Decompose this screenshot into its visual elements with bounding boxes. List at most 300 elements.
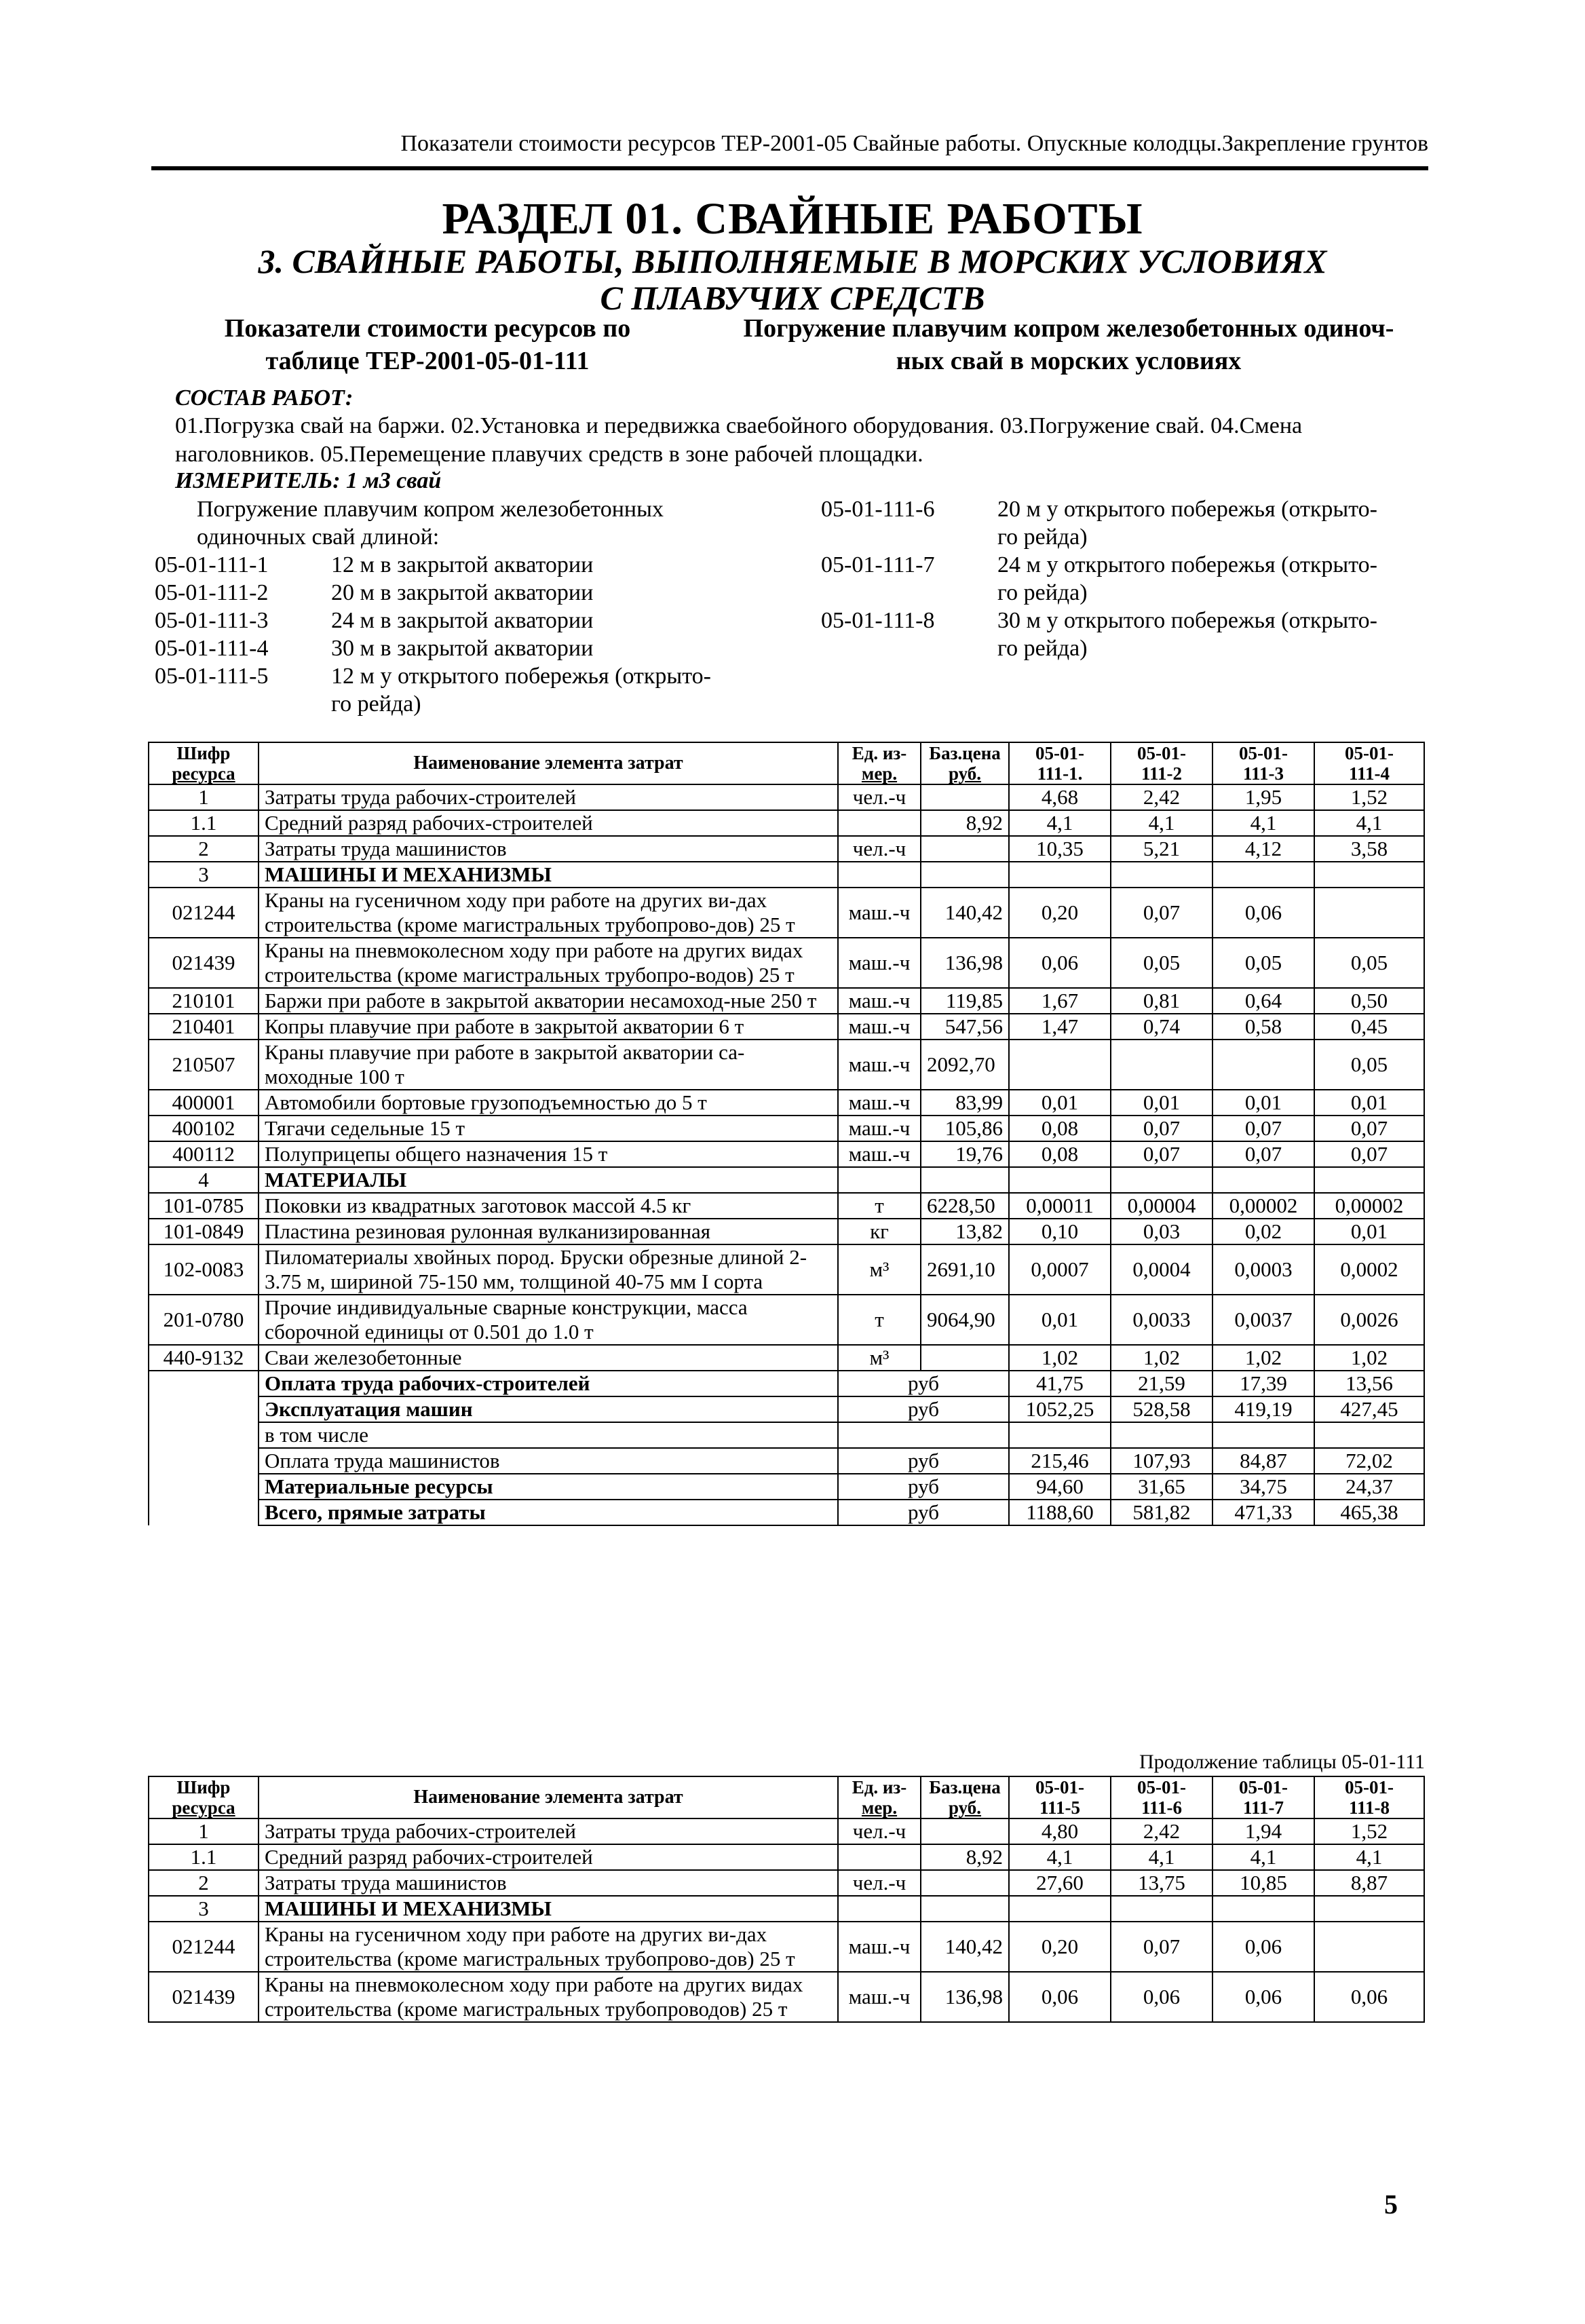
- table-row: [149, 1040, 1424, 1090]
- cell-col3: 0,58: [1212, 1014, 1314, 1040]
- cell-col3: 0,06: [1212, 888, 1314, 938]
- cell-col1: [1009, 862, 1111, 888]
- cell-col2: 0,01: [1111, 1090, 1212, 1116]
- summary-row: [149, 1422, 1424, 1448]
- cell-col3: [1212, 1167, 1314, 1193]
- cell-col2: 21,59: [1111, 1371, 1212, 1396]
- table-row: [149, 862, 1424, 888]
- cell-name: Средний разряд рабочих-строителей: [259, 810, 838, 836]
- table-row: [149, 1090, 1424, 1116]
- item-code: 05-01-111-3: [155, 608, 269, 633]
- cell-price: 105,86: [921, 1116, 1009, 1141]
- summary-row: [149, 1396, 1424, 1422]
- item-desc-cont: го рейда): [997, 525, 1088, 550]
- cell-unit: м³: [838, 1345, 921, 1371]
- cell-unit: [838, 1167, 921, 1193]
- cell-unit: [838, 1844, 921, 1870]
- table-header-row: [149, 1776, 1424, 1818]
- cell-col1: 1,67: [1009, 988, 1111, 1014]
- cell-name: Всего, прямые затраты: [259, 1500, 838, 1525]
- cell-name: Краны на гусеничном ходу при работе на других ви-дах строительства (кроме магистральных трубопрово-дов) 25 т: [259, 1922, 838, 1972]
- subsection-title-line1: 3. СВАЙНЫЕ РАБОТЫ, ВЫПОЛНЯЕМЫЕ В МОРСКИХ УСЛОВИЯХ: [258, 242, 1327, 280]
- table-row: [149, 1345, 1424, 1371]
- cell-name: Полуприцепы общего назначения 15 т: [259, 1141, 838, 1167]
- cell-col4: [1314, 1167, 1424, 1193]
- cell-col1: 4,1: [1009, 810, 1111, 836]
- cell-unit: руб: [838, 1500, 1009, 1525]
- cell-col1: 0,06: [1009, 1972, 1111, 2022]
- table-row: [149, 1844, 1424, 1870]
- cell-col4: 0,06: [1314, 1972, 1424, 2022]
- cell-col1: 0,20: [1009, 888, 1111, 938]
- cell-col2: 0,06: [1111, 1972, 1212, 2022]
- cell-code: 3: [149, 862, 259, 888]
- cell-col2: 1,02: [1111, 1345, 1212, 1371]
- header-price: Баз.цена руб.: [921, 742, 1009, 784]
- cell-col2: 5,21: [1111, 836, 1212, 862]
- cell-col1: 4,68: [1009, 784, 1111, 810]
- cell-code: 021244: [149, 1922, 259, 1972]
- item-code: 05-01-111-1: [155, 552, 269, 577]
- cell-col2: 0,07: [1111, 1141, 1212, 1167]
- cell-col1: 1188,60: [1009, 1500, 1111, 1525]
- work-composition-line2: наголовников. 05.Перемещение плавучих средств в зоне рабочей площадки.: [175, 442, 923, 467]
- cell-col4: 0,00002: [1314, 1193, 1424, 1219]
- cell-unit: т: [838, 1295, 921, 1345]
- cell-col4: [1314, 1922, 1424, 1972]
- item-desc: 12 м у открытого побережья (открыто-: [331, 664, 711, 689]
- cell-name: Прочие индивидуальные сварные конструкции, масса сборочной единицы от 0.501 до 1.0 т: [259, 1295, 838, 1345]
- cell-name: Поковки из квадратных заготовок массой 4.5 кг: [259, 1193, 838, 1219]
- cell-name: МАТЕРИАЛЫ: [259, 1167, 838, 1193]
- summary-row: [149, 1474, 1424, 1500]
- table-row: [149, 1244, 1424, 1295]
- cell-name: Краны плавучие при работе в закрытой акватории са-моходные 100 т: [259, 1040, 838, 1090]
- cell-price: 8,92: [921, 810, 1009, 836]
- cell-col3: 10,85: [1212, 1870, 1314, 1896]
- cell-col3: 4,12: [1212, 836, 1314, 862]
- cell-code: 3: [149, 1896, 259, 1922]
- cell-code: 201-0780: [149, 1295, 259, 1345]
- index-reference-line1: Показатели стоимости ресурсов по: [224, 314, 631, 343]
- cell-col3: 4,1: [1212, 1844, 1314, 1870]
- cell-col2: 528,58: [1111, 1396, 1212, 1422]
- cell-price: [921, 1345, 1009, 1371]
- cell-col4: 0,01: [1314, 1219, 1424, 1244]
- index-description: [702, 312, 1435, 377]
- summary-row: [149, 1500, 1424, 1525]
- cell-col3: 0,64: [1212, 988, 1314, 1014]
- header-unit: Ед. из- мер.: [838, 1776, 921, 1818]
- item-code: 05-01-111-6: [821, 497, 935, 522]
- cell-code: 101-0849: [149, 1219, 259, 1244]
- cell-unit: маш.-ч: [838, 1040, 921, 1090]
- cell-code: 210401: [149, 1014, 259, 1040]
- cell-col2: [1111, 1422, 1212, 1448]
- cell-col3: [1212, 1040, 1314, 1090]
- cell-col1: 0,0007: [1009, 1244, 1111, 1295]
- cell-name: Сваи железобетонные: [259, 1345, 838, 1371]
- index-reference: [197, 312, 658, 377]
- cell-code: 1.1: [149, 810, 259, 836]
- cell-col2: 4,1: [1111, 810, 1212, 836]
- header-col2: 05-01- 111-6: [1111, 1776, 1212, 1818]
- cell-unit: руб: [838, 1448, 1009, 1474]
- cell-col4: [1314, 888, 1424, 938]
- cell-col4: 72,02: [1314, 1448, 1424, 1474]
- item-code: 05-01-111-4: [155, 636, 269, 661]
- cell-col3: [1212, 1896, 1314, 1922]
- table-row: [149, 1116, 1424, 1141]
- table-row: [149, 1295, 1424, 1345]
- cell-col4: [1314, 1422, 1424, 1448]
- cell-unit: [838, 1422, 1009, 1448]
- cell-name: Краны на пневмоколесном ходу при работе на других видах строительства (кроме магистральных трубопро-водов) 25 т: [259, 938, 838, 988]
- cell-name: МАШИНЫ И МЕХАНИЗМЫ: [259, 1896, 838, 1922]
- cell-col1: 41,75: [1009, 1371, 1111, 1396]
- cell-col1: [1009, 1422, 1111, 1448]
- cell-unit: руб: [838, 1371, 1009, 1396]
- cell-col1: 0,08: [1009, 1116, 1111, 1141]
- cell-blank: [149, 1396, 259, 1422]
- section-title: РАЗДЕЛ 01. СВАЙНЫЕ РАБОТЫ: [442, 194, 1143, 244]
- cell-price: 2092,70: [921, 1040, 1009, 1090]
- cell-col3: 1,95: [1212, 784, 1314, 810]
- cell-col2: [1111, 1167, 1212, 1193]
- item-code: 05-01-111-8: [821, 608, 935, 633]
- cell-code: 210101: [149, 988, 259, 1014]
- item-desc: 30 м в закрытой акватории: [331, 636, 594, 661]
- cell-col3: 419,19: [1212, 1396, 1314, 1422]
- item-desc: 20 м в закрытой акватории: [331, 580, 594, 605]
- cell-col2: 0,81: [1111, 988, 1212, 1014]
- measurement-unit: ИЗМЕРИТЕЛЬ: 1 м3 свай: [175, 468, 442, 493]
- header-col4: 05-01- 111-4: [1314, 742, 1424, 784]
- cell-name: Затраты труда машинистов: [259, 836, 838, 862]
- cell-col2: [1111, 1040, 1212, 1090]
- cell-price: 119,85: [921, 988, 1009, 1014]
- cell-price: 547,56: [921, 1014, 1009, 1040]
- cell-unit: руб: [838, 1396, 1009, 1422]
- cell-name: в том числе: [259, 1422, 838, 1448]
- cell-unit: [838, 1896, 921, 1922]
- cell-col1: 1,47: [1009, 1014, 1111, 1040]
- cell-blank: [149, 1448, 259, 1474]
- cell-col2: 0,03: [1111, 1219, 1212, 1244]
- cell-col3: 84,87: [1212, 1448, 1314, 1474]
- cell-col2: 4,1: [1111, 1844, 1212, 1870]
- cell-name: Оплата труда рабочих-строителей: [259, 1371, 838, 1396]
- cell-col3: 0,05: [1212, 938, 1314, 988]
- cell-code: 101-0785: [149, 1193, 259, 1219]
- cell-col1: 4,1: [1009, 1844, 1111, 1870]
- continuation-label: Продолжение таблицы 05-01-111: [1139, 1751, 1425, 1773]
- table-row: [149, 1818, 1424, 1844]
- index-description-line2: ных свай в морских условиях: [896, 347, 1242, 375]
- item-desc-cont: го рейда): [997, 580, 1088, 605]
- cell-unit: маш.-ч: [838, 1141, 921, 1167]
- cell-name: Затраты труда рабочих-строителей: [259, 1818, 838, 1844]
- cell-col4: 0,0002: [1314, 1244, 1424, 1295]
- intro-line1: Погружение плавучим копром железобетонных: [197, 497, 664, 522]
- cell-unit: маш.-ч: [838, 1116, 921, 1141]
- cell-col2: [1111, 1896, 1212, 1922]
- cell-col2: 0,0004: [1111, 1244, 1212, 1295]
- header-unit: Ед. из- мер.: [838, 742, 921, 784]
- cell-col2: 0,07: [1111, 1116, 1212, 1141]
- cell-col1: 0,00011: [1009, 1193, 1111, 1219]
- cell-blank: [149, 1474, 259, 1500]
- table-row: [149, 888, 1424, 938]
- cell-name: Оплата труда машинистов: [259, 1448, 838, 1474]
- cell-col3: 0,00002: [1212, 1193, 1314, 1219]
- cell-name: Средний разряд рабочих-строителей: [259, 1844, 838, 1870]
- cell-unit: м³: [838, 1244, 921, 1295]
- cell-col4: 1,02: [1314, 1345, 1424, 1371]
- cell-code: 440-9132: [149, 1345, 259, 1371]
- cell-col3: 0,01: [1212, 1090, 1314, 1116]
- cell-col3: 1,02: [1212, 1345, 1314, 1371]
- cell-name: Копры плавучие при работе в закрытой акватории 6 т: [259, 1014, 838, 1040]
- cell-price: 8,92: [921, 1844, 1009, 1870]
- cell-unit: маш.-ч: [838, 1972, 921, 2022]
- cell-blank: [149, 1500, 259, 1525]
- cell-name: Баржи при работе в закрытой акватории несамоход-ные 250 т: [259, 988, 838, 1014]
- cell-unit: кг: [838, 1219, 921, 1244]
- header-code: Шифр ресурса: [149, 742, 259, 784]
- cell-name: Материальные ресурсы: [259, 1474, 838, 1500]
- cell-col2: 0,74: [1111, 1014, 1212, 1040]
- cell-price: [921, 836, 1009, 862]
- cell-col1: 1,02: [1009, 1345, 1111, 1371]
- cell-name: Краны на гусеничном ходу при работе на других ви-дах строительства (кроме магистральных трубопрово-дов) 25 т: [259, 888, 838, 938]
- table-row: [149, 1014, 1424, 1040]
- cell-unit: т: [838, 1193, 921, 1219]
- cell-price: [921, 1896, 1009, 1922]
- cell-blank: [149, 1371, 259, 1396]
- cell-unit: чел.-ч: [838, 784, 921, 810]
- cell-col3: 0,0037: [1212, 1295, 1314, 1345]
- table1-summary: [149, 1371, 1424, 1525]
- cell-col2: 0,00004: [1111, 1193, 1212, 1219]
- cell-col1: 0,08: [1009, 1141, 1111, 1167]
- cell-col4: 3,58: [1314, 836, 1424, 862]
- cell-col1: [1009, 1040, 1111, 1090]
- cell-code: 2: [149, 836, 259, 862]
- header-rule: [151, 166, 1428, 170]
- cell-col2: 0,07: [1111, 1922, 1212, 1972]
- summary-row: [149, 1448, 1424, 1474]
- cell-col4: 1,52: [1314, 1818, 1424, 1844]
- table2-body: [149, 1818, 1424, 2022]
- table-row: [149, 1870, 1424, 1896]
- table-row: [149, 1219, 1424, 1244]
- cell-price: 136,98: [921, 938, 1009, 988]
- cell-col3: 471,33: [1212, 1500, 1314, 1525]
- table-header-row: [149, 742, 1424, 784]
- header-col3: 05-01- 111-7: [1212, 1776, 1314, 1818]
- resource-table-1: [148, 742, 1425, 1526]
- cell-price: 140,42: [921, 888, 1009, 938]
- header-code: Шифр ресурса: [149, 1776, 259, 1818]
- cell-price: 19,76: [921, 1141, 1009, 1167]
- table1-body: [149, 784, 1424, 1371]
- cell-col4: 0,07: [1314, 1141, 1424, 1167]
- cell-col1: 4,80: [1009, 1818, 1111, 1844]
- cell-col1: 0,01: [1009, 1295, 1111, 1345]
- index-description-line1: Погружение плавучим копром железобетонных одиноч-: [743, 314, 1394, 343]
- cell-code: 021439: [149, 938, 259, 988]
- header-name: Наименование элемента затрат: [259, 1776, 838, 1818]
- cell-col3: [1212, 1422, 1314, 1448]
- cell-col3: 0,0003: [1212, 1244, 1314, 1295]
- cell-col1: 215,46: [1009, 1448, 1111, 1474]
- cell-price: [921, 784, 1009, 810]
- cell-name: Эксплуатация машин: [259, 1396, 838, 1422]
- cell-price: 140,42: [921, 1922, 1009, 1972]
- resource-table-2: [148, 1776, 1425, 2023]
- work-composition-text: [175, 412, 1424, 469]
- cell-col3: 0,06: [1212, 1922, 1314, 1972]
- table-row: [149, 1896, 1424, 1922]
- cell-name: Затраты труда машинистов: [259, 1870, 838, 1896]
- cell-col4: 0,07: [1314, 1116, 1424, 1141]
- item-desc-cont: го рейда): [997, 636, 1088, 661]
- item-code: 05-01-111-5: [155, 664, 269, 689]
- cell-unit: маш.-ч: [838, 1014, 921, 1040]
- item-desc: 24 м у открытого побережья (открыто-: [997, 552, 1377, 577]
- cell-name: Автомобили бортовые грузоподъемностью до 5 т: [259, 1090, 838, 1116]
- work-composition-heading: СОСТАВ РАБОТ:: [175, 385, 354, 411]
- cell-col1: 0,10: [1009, 1219, 1111, 1244]
- cell-col4: [1314, 1896, 1424, 1922]
- cell-col4: 4,1: [1314, 1844, 1424, 1870]
- intro-line2: одиночных свай длиной:: [197, 525, 440, 550]
- cell-col3: 34,75: [1212, 1474, 1314, 1500]
- summary-row: [149, 1371, 1424, 1396]
- header-col3: 05-01- 111-3: [1212, 742, 1314, 784]
- cell-col2: 31,65: [1111, 1474, 1212, 1500]
- table-row: [149, 1167, 1424, 1193]
- cell-unit: маш.-ч: [838, 938, 921, 988]
- cell-col4: 0,01: [1314, 1090, 1424, 1116]
- cell-col4: 4,1: [1314, 810, 1424, 836]
- item-desc: 12 м в закрытой акватории: [331, 552, 594, 577]
- cell-name: МАШИНЫ И МЕХАНИЗМЫ: [259, 862, 838, 888]
- cell-code: 021439: [149, 1972, 259, 2022]
- cell-unit: маш.-ч: [838, 988, 921, 1014]
- cell-code: 021244: [149, 888, 259, 938]
- cell-col3: 0,07: [1212, 1141, 1314, 1167]
- cell-col1: 10,35: [1009, 836, 1111, 862]
- running-header: Показатели стоимости ресурсов ТЕР-2001-05 Свайные работы. Опускные колодцы.Закрепление грунтов: [400, 131, 1428, 156]
- cell-code: 400001: [149, 1090, 259, 1116]
- cell-col4: 24,37: [1314, 1474, 1424, 1500]
- cell-code: 1.1: [149, 1844, 259, 1870]
- header-name: Наименование элемента затрат: [259, 742, 838, 784]
- cell-col4: 0,45: [1314, 1014, 1424, 1040]
- page-number: 5: [1384, 2189, 1398, 2220]
- cell-unit: [838, 810, 921, 836]
- cell-col2: [1111, 862, 1212, 888]
- cell-col2: 0,07: [1111, 888, 1212, 938]
- table-row: [149, 810, 1424, 836]
- table-row: [149, 988, 1424, 1014]
- cell-col4: 0,05: [1314, 1040, 1424, 1090]
- item-code: 05-01-111-7: [821, 552, 935, 577]
- cell-col3: 0,06: [1212, 1972, 1314, 2022]
- cell-price: [921, 862, 1009, 888]
- cell-col2: 2,42: [1111, 784, 1212, 810]
- cell-col1: [1009, 1167, 1111, 1193]
- cell-code: 1: [149, 784, 259, 810]
- cell-col1: 0,06: [1009, 938, 1111, 988]
- cell-col3: 0,02: [1212, 1219, 1314, 1244]
- work-composition-line1: 01.Погрузка свай на баржи. 02.Установка и передвижка сваебойного оборудования. 03.Погружение свай. 04.Смена: [175, 413, 1303, 438]
- cell-col4: 0,50: [1314, 988, 1424, 1014]
- cell-col4: 8,87: [1314, 1870, 1424, 1896]
- table-row: [149, 1193, 1424, 1219]
- cell-blank: [149, 1422, 259, 1448]
- table-row: [149, 836, 1424, 862]
- cell-price: 9064,90: [921, 1295, 1009, 1345]
- cell-code: 400112: [149, 1141, 259, 1167]
- cell-col1: 0,01: [1009, 1090, 1111, 1116]
- cell-unit: чел.-ч: [838, 1870, 921, 1896]
- cell-col1: 0,20: [1009, 1922, 1111, 1972]
- item-desc: 30 м у открытого побережья (открыто-: [997, 608, 1377, 633]
- cell-price: 83,99: [921, 1090, 1009, 1116]
- cell-code: 2: [149, 1870, 259, 1896]
- cell-col3: 1,94: [1212, 1818, 1314, 1844]
- cell-price: 136,98: [921, 1972, 1009, 2022]
- item-desc: 20 м у открытого побережья (открыто-: [997, 497, 1377, 522]
- cell-unit: чел.-ч: [838, 1818, 921, 1844]
- header-col2: 05-01- 111-2: [1111, 742, 1212, 784]
- cell-unit: маш.-ч: [838, 1922, 921, 1972]
- subsection-title-line2: С ПЛАВУЧИХ СРЕДСТВ: [600, 279, 985, 317]
- cell-name: Пиломатериалы хвойных пород. Бруски обрезные длиной 2-3.75 м, шириной 75-150 мм, толщиной 40-75 мм I сорта: [259, 1244, 838, 1295]
- cell-name: Тягачи седельные 15 т: [259, 1116, 838, 1141]
- cell-name: Затраты труда рабочих-строителей: [259, 784, 838, 810]
- cell-col3: [1212, 862, 1314, 888]
- table-row: [149, 1141, 1424, 1167]
- item-desc: 24 м в закрытой акватории: [331, 608, 594, 633]
- header-col4: 05-01- 111-8: [1314, 1776, 1424, 1818]
- cell-col1: [1009, 1896, 1111, 1922]
- cell-col1: 94,60: [1009, 1474, 1111, 1500]
- cell-col1: 27,60: [1009, 1870, 1111, 1896]
- table-row: [149, 1922, 1424, 1972]
- cell-price: [921, 1167, 1009, 1193]
- cell-col2: 2,42: [1111, 1818, 1212, 1844]
- cell-code: 102-0083: [149, 1244, 259, 1295]
- cell-col3: 4,1: [1212, 810, 1314, 836]
- cell-name: Краны на пневмоколесном ходу при работе на других видах строительства (кроме магистральных трубопроводов) 25 т: [259, 1972, 838, 2022]
- table-row: [149, 1972, 1424, 2022]
- cell-col3: 0,07: [1212, 1116, 1314, 1141]
- cell-price: 2691,10: [921, 1244, 1009, 1295]
- cell-col4: 13,56: [1314, 1371, 1424, 1396]
- cell-unit: чел.-ч: [838, 836, 921, 862]
- cell-col4: 1,52: [1314, 784, 1424, 810]
- cell-unit: [838, 862, 921, 888]
- cell-price: [921, 1870, 1009, 1896]
- header-col1: 05-01- 111-1.: [1009, 742, 1111, 784]
- cell-price: 13,82: [921, 1219, 1009, 1244]
- cell-code: 4: [149, 1167, 259, 1193]
- cell-price: 6228,50: [921, 1193, 1009, 1219]
